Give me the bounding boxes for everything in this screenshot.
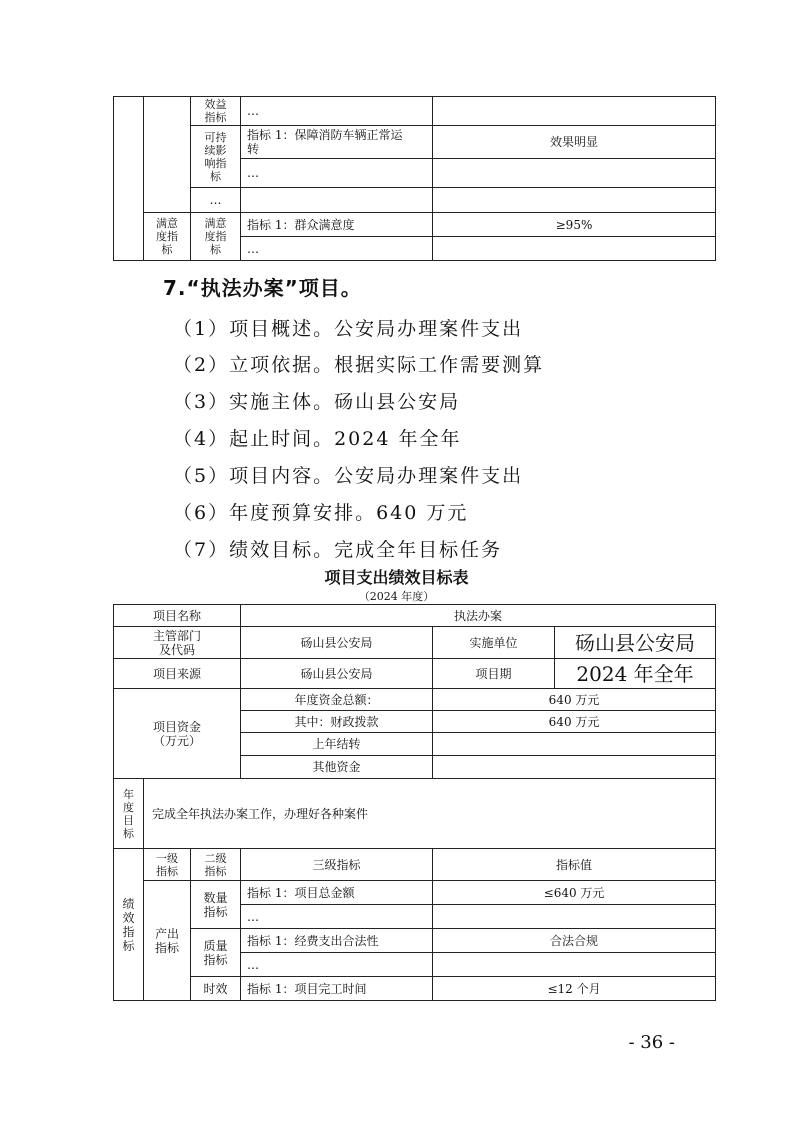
output-indicator-label: 产出 指标: [144, 881, 191, 1001]
table-title: 项目支出绩效目标表: [324, 568, 469, 587]
paragraph-goal: （7）绩效目标。完成全年目标任务: [173, 539, 503, 561]
source-value: 砀山县公安局: [241, 659, 433, 689]
blank-cell: [433, 188, 716, 213]
satisfaction-value-1: ≥95%: [433, 213, 716, 237]
benefit-indicator-value: …: [241, 97, 433, 126]
period-value: 2024 年全年: [555, 659, 716, 689]
header-level2: 二级 指标: [191, 849, 241, 881]
timeliness-indicator-1: 指标 1：项目完工时间: [241, 977, 433, 1001]
header-level1: 一级 指标: [144, 849, 191, 881]
fund-total-value: 640 万元: [433, 689, 716, 711]
paragraph-implementer: （3）实施主体。砀山县公安局: [173, 391, 461, 413]
page-number: - 36 -: [628, 1032, 675, 1053]
performance-indicator-label: 绩 效 指 标: [114, 849, 144, 1001]
blank-cell: [241, 188, 433, 213]
satisfaction-indicator-2: …: [241, 237, 433, 261]
fund-label: 项目资金 （万元）: [114, 689, 241, 779]
blank-cell: [433, 237, 716, 261]
table-year: （2024 年度）: [358, 590, 435, 603]
fund-fiscal-label: 其中：财政拨款: [241, 711, 433, 733]
fund-other-value: [433, 756, 716, 779]
fund-total-label: 年度资金总额：: [241, 689, 433, 711]
satisfaction-level2-label: 满意 度指 标: [191, 213, 241, 261]
ellipsis-cell: …: [191, 188, 241, 213]
benefit-indicator-label: 效益 指标: [191, 97, 241, 126]
source-label: 项目来源: [114, 659, 241, 689]
quantity-value-1: ≤640 万元: [433, 881, 716, 905]
satisfaction-indicator-1: 指标 1：群众满意度: [241, 213, 433, 237]
satisfaction-level1-label: 满意 度指 标: [144, 213, 191, 261]
quality-indicator-2: …: [241, 953, 433, 977]
timeliness-indicator-label: 时效: [191, 977, 241, 1001]
dept-value: 砀山县公安局: [241, 627, 433, 659]
annual-goal: 完成全年执法办案工作，办理好各种案件: [144, 779, 716, 849]
header-value: 指标值: [433, 849, 716, 881]
annual-goal-label: 年 度 目 标: [114, 779, 144, 849]
sustain-indicator-1: 指标 1：保障消防车辆正常运 转: [241, 126, 433, 159]
quality-indicator-1: 指标 1：经费支出合法性: [241, 929, 433, 953]
paragraph-overview: （1）项目概述。公安局办理案件支出: [173, 318, 524, 340]
impl-value: 砀山县公安局: [555, 627, 716, 659]
section-heading: 7.“执法办案”项目。: [163, 276, 362, 300]
blank-cell: [433, 97, 716, 126]
paragraph-period: （4）起止时间。2024 年全年: [173, 428, 462, 450]
quantity-indicator-1: 指标 1：项目总金额: [241, 881, 433, 905]
performance-target-table: [113, 604, 716, 1001]
blank-cell: [114, 97, 144, 261]
blank-cell: [433, 159, 716, 188]
dept-label: 主管部门 及代码: [114, 627, 241, 659]
period-label: 项目期: [433, 659, 555, 689]
quality-value-1: 合法合规: [433, 929, 716, 953]
sustain-indicator-label: 可持 续影 响指 标: [191, 126, 241, 188]
blank-cell: [433, 953, 716, 977]
project-name: 执法办案: [241, 605, 716, 627]
quality-indicator-label: 质量 指标: [191, 929, 241, 977]
fund-carry-label: 上年结转: [241, 733, 433, 756]
impl-label: 实施单位: [433, 627, 555, 659]
sustain-indicator-2: …: [241, 159, 433, 188]
continued-indicator-table: [113, 96, 716, 261]
blank-cell: [144, 97, 191, 213]
fund-other-label: 其他资金: [241, 756, 433, 779]
project-name-label: 项目名称: [114, 605, 241, 627]
timeliness-value-1: ≤12 个月: [433, 977, 716, 1001]
fund-carry-value: [433, 733, 716, 756]
paragraph-basis: （2）立项依据。根据实际工作需要测算: [173, 354, 545, 376]
quantity-indicator-2: …: [241, 905, 433, 929]
sustain-value-1: 效果明显: [433, 126, 716, 159]
quantity-indicator-label: 数量 指标: [191, 881, 241, 929]
paragraph-budget: （6）年度预算安排。640 万元: [173, 502, 469, 524]
fund-fiscal-value: 640 万元: [433, 711, 716, 733]
paragraph-content: （5）项目内容。公安局办理案件支出: [173, 465, 524, 487]
header-level3: 三级指标: [241, 849, 433, 881]
blank-cell: [433, 905, 716, 929]
